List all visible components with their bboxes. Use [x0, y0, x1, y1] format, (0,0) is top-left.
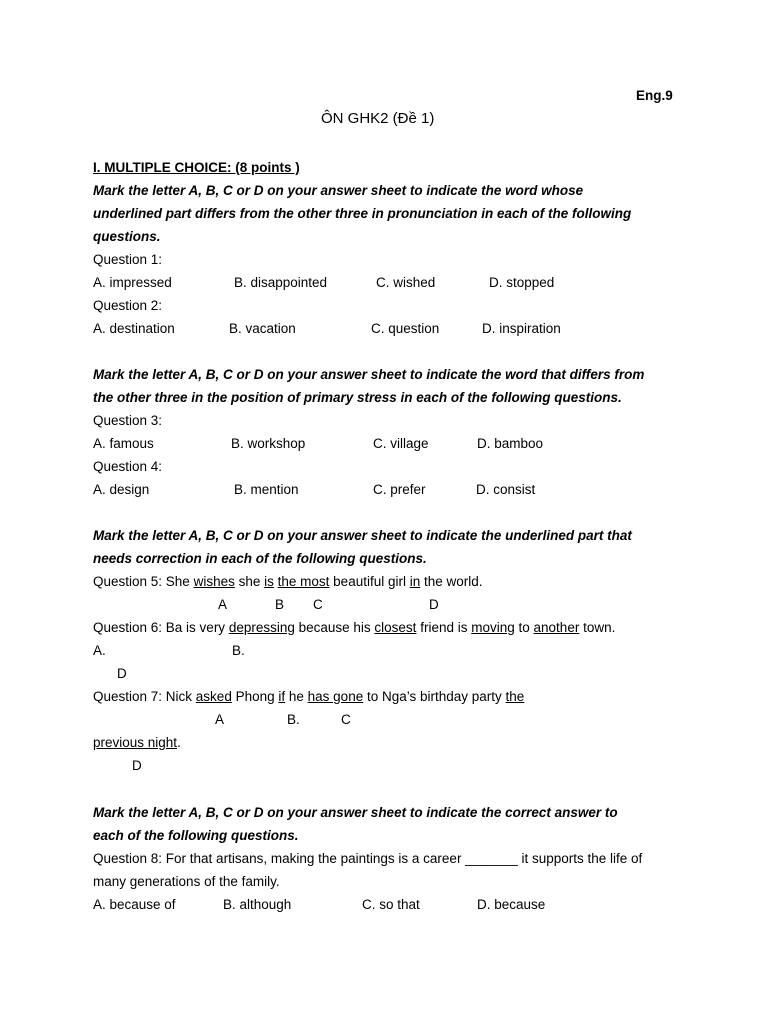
option-a: A. design — [93, 482, 150, 497]
question-label: Question 2: — [93, 298, 163, 313]
option-c: C. question — [371, 321, 440, 336]
option-c: C. wished — [376, 275, 436, 290]
instruction-line: the other three in the position of primary stress in each of the following questions. — [93, 390, 622, 405]
question-5: Question 5: She wishes she is the most beautiful girl in the world. — [93, 574, 483, 589]
section-heading: I. MULTIPLE CHOICE: (8 points ) — [93, 160, 300, 175]
marker-c: C — [341, 712, 351, 727]
instruction-line: each of the following questions. — [93, 828, 299, 843]
question-7: Question 7: Nick asked Phong if he has gone to Nga’s birthday party the — [93, 689, 525, 704]
marker-c: C — [313, 597, 323, 612]
page-title: ÔN GHK2 (Đề 1) — [321, 110, 435, 127]
subject-label: Eng.9 — [636, 88, 673, 103]
question-8-line: many generations of the family. — [93, 874, 280, 889]
option-a: A. famous — [93, 436, 154, 451]
instruction-line: Mark the letter A, B, C or D on your answer sheet to indicate the underlined part that — [93, 528, 632, 543]
instruction-line: needs correction in each of the following questions. — [93, 551, 427, 566]
instruction-line: questions. — [93, 229, 161, 244]
option-a: A. impressed — [93, 275, 172, 290]
option-d: D. stopped — [489, 275, 555, 290]
marker-d: D — [429, 597, 439, 612]
instruction-line: Mark the letter A, B, C or D on your answer sheet to indicate the word whose — [93, 183, 584, 198]
question-label: Question 4: — [93, 459, 163, 474]
option-d: D. inspiration — [482, 321, 561, 336]
option-c: C. so that — [362, 897, 420, 912]
marker-b: B — [275, 597, 285, 612]
option-b: B. vacation — [229, 321, 296, 336]
instruction-line: Mark the letter A, B, C or D on your answer sheet to indicate the word that differs from — [93, 367, 645, 382]
option-b: B. mention — [234, 482, 299, 497]
question-6: Question 6: Ba is very depressing because his closest friend is moving to another town. — [93, 620, 616, 635]
question-7-continuation: previous night. — [93, 735, 181, 750]
marker-a: A — [215, 712, 225, 727]
marker-b: B. — [232, 643, 245, 658]
option-b: B. disappointed — [234, 275, 328, 290]
option-a: A. destination — [93, 321, 175, 336]
option-d: D. bamboo — [477, 436, 544, 451]
marker-b: B. — [287, 712, 300, 727]
option-d: D. consist — [476, 482, 536, 497]
option-b: B. although — [223, 897, 292, 912]
question-label: Question 1: — [93, 252, 163, 267]
option-b: B. workshop — [231, 436, 306, 451]
instruction-line: underlined part differs from the other three in pronunciation in each of the following — [93, 206, 632, 221]
question-8-line: Question 8: For that artisans, making the paintings is a career _______ it supports the life of — [93, 851, 643, 866]
marker-a: A. — [93, 643, 106, 658]
option-d: D. because — [477, 897, 546, 912]
marker-a: A — [218, 597, 228, 612]
marker-d: D — [117, 666, 127, 681]
question-label: Question 3: — [93, 413, 163, 428]
option-c: C. prefer — [373, 482, 426, 497]
marker-d: D — [132, 758, 142, 773]
option-a: A. because of — [93, 897, 176, 912]
instruction-line: Mark the letter A, B, C or D on your answer sheet to indicate the correct answer to — [93, 805, 618, 820]
option-c: C. village — [373, 436, 429, 451]
